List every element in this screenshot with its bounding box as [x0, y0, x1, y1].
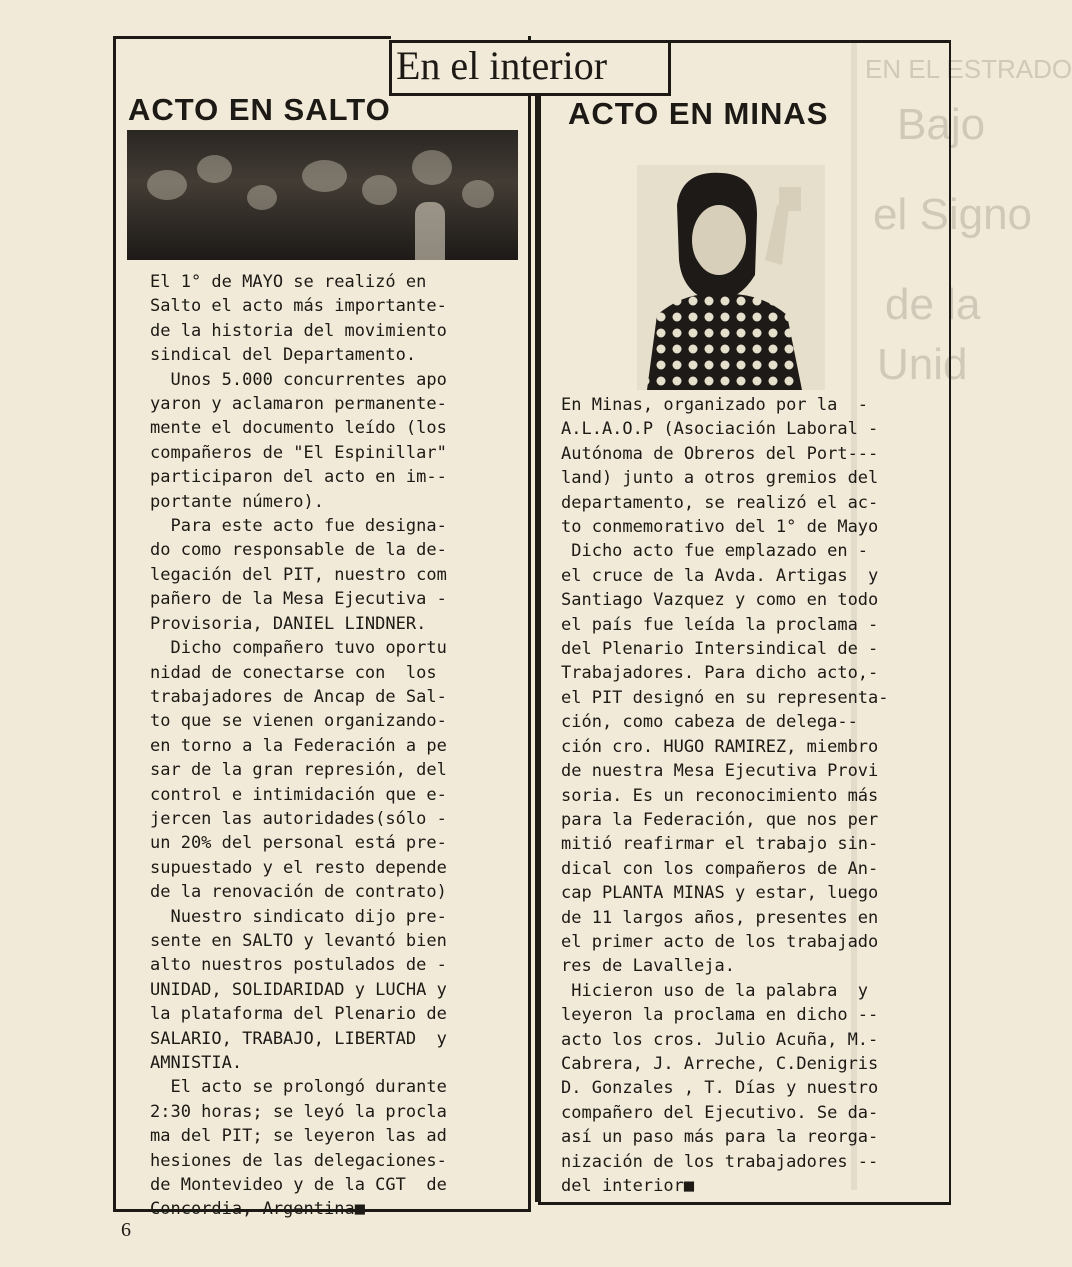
article-line: sindical del Departamento. [150, 345, 417, 366]
speaker-portrait-photo [637, 165, 825, 390]
bleed-line: EN EL ESTRADO [865, 54, 1072, 84]
minas-article-title: ACTO EN MINAS [568, 96, 829, 131]
article-line: Santiago Vazquez y como en todo [561, 590, 879, 611]
article-line: Dicho acto fue emplazado en - [561, 541, 869, 562]
column-divider [535, 88, 538, 1202]
article-line: yaron y aclamaron permanente- [150, 394, 447, 415]
salto-crowd-photo [127, 130, 518, 260]
article-line: to conmemorativo del 1° de Mayo [561, 517, 879, 538]
article-line: de la renovación de contrato) [150, 882, 447, 903]
bleed-line: el Signo [873, 190, 1033, 239]
article-line: Trabajadores. Para dicho acto,- [561, 663, 879, 684]
article-line: soria. Es un reconocimiento más [561, 785, 879, 806]
article-line: un 20% del personal está pre- [150, 833, 447, 854]
article-line: SALARIO, TRABAJO, LIBERTAD y [150, 1028, 447, 1049]
page-number: 6 [121, 1219, 131, 1241]
article-line: trabajadores de Ancap de Sal- [150, 686, 447, 707]
article-line: Hicieron uso de la palabra y [561, 980, 869, 1001]
article-line: ción, como cabeza de delega-- [561, 712, 858, 733]
article-line: de nuestra Mesa Ejecutiva Provi [561, 761, 879, 782]
article-line: res de Lavalleja. [561, 956, 735, 977]
article-line: nización de los trabajadores -- [561, 1151, 879, 1172]
article-line: el primer acto de los trabajado [561, 931, 879, 952]
article-line: Para este acto fue designa- [150, 516, 447, 537]
bleed-line: Bajo [897, 100, 986, 149]
article-line: leyeron la proclama en dicho -- [561, 1005, 879, 1026]
article-line: de 11 largos años, presentes en [561, 907, 879, 928]
article-line: D. Gonzales , T. Días y nuestro [561, 1078, 879, 1099]
article-line: participaron del acto en im-- [150, 467, 447, 488]
article-line: UNIDAD, SOLIDARIDAD y LUCHA y [150, 979, 447, 1000]
article-line: Concordia, Argentina■ [150, 1199, 365, 1220]
article-line: dical con los compañeros de An- [561, 858, 879, 879]
article-line: jercen las autoridades(sólo - [150, 808, 447, 829]
article-line: Autónoma de Obreros del Port--- [561, 443, 879, 464]
article-line: A.L.A.O.P (Asociación Laboral - [561, 419, 879, 440]
article-line: el país fue leída la proclama - [561, 614, 879, 635]
article-line: Salto el acto más importante- [150, 296, 447, 317]
article-line: Cabrera, J. Arreche, C.Denigris [561, 1053, 879, 1074]
article-line: nidad de conectarse con los [150, 662, 437, 683]
article-line: pañero de la Mesa Ejecutiva - [150, 589, 447, 610]
section-heading: En el interior [396, 43, 608, 88]
article-line: hesiones de las delegaciones- [150, 1150, 447, 1171]
bleed-line: de la [885, 280, 981, 329]
frame-top-rule [663, 40, 949, 43]
salto-article-title: ACTO EN SALTO [128, 92, 391, 127]
article-line: En Minas, organizado por la - [561, 395, 869, 415]
article-line: Unos 5.000 concurrentes apo [150, 369, 447, 390]
frame-top-rule [113, 36, 391, 39]
article-line: de la historia del movimiento [150, 320, 447, 341]
article-line: control e intimidación que e- [150, 784, 447, 805]
article-line: para la Federación, que nos per [561, 809, 879, 830]
article-line: ma del PIT; se leyeron las ad [150, 1126, 447, 1147]
article-line: Dicho compañero tuvo oportu [150, 638, 447, 659]
article-line: to que se vienen organizando- [150, 711, 447, 732]
article-line: portante número). [150, 491, 324, 512]
article-line: sente en SALTO y levantó bien [150, 930, 447, 951]
article-line: el PIT designó en su representa- [561, 687, 889, 708]
article-line: legación del PIT, nuestro com [150, 564, 447, 585]
article-line: El 1° de MAYO se realizó en [150, 272, 427, 292]
article-line: el cruce de la Avda. Artigas y [561, 565, 879, 586]
article-line: land) junto a otros gremios del [561, 468, 879, 489]
article-line: departamento, se realizó el ac- [561, 492, 879, 513]
article-line: mente el documento leído (los [150, 418, 447, 439]
article-line: Provisoria, DANIEL LINDNER. [150, 613, 427, 634]
article-line: ción cro. HUGO RAMIREZ, miembro [561, 736, 879, 757]
minas-article-body [561, 393, 889, 1198]
article-line: del interior■ [561, 1176, 695, 1196]
article-line: alto nuestros postulados de - [150, 955, 447, 976]
article-line: así un paso más para la reorga- [561, 1127, 879, 1148]
article-line: AMNISTIA. [150, 1053, 243, 1073]
article-line: supuestado y el resto depende [150, 857, 447, 878]
article-line: cap PLANTA MINAS y estar, luego [561, 883, 879, 904]
article-line: compañero del Ejecutivo. Se da- [561, 1102, 879, 1123]
article-line: El acto se prolongó durante [150, 1077, 447, 1098]
article-line: la plataforma del Plenario de [150, 1004, 447, 1025]
article-line: 2:30 horas; se leyó la procla [150, 1101, 447, 1122]
article-line: Nuestro sindicato dijo pre- [150, 906, 447, 927]
article-line: mitió reafirmar el trabajo sin- [561, 834, 879, 855]
article-line: en torno a la Federación a pe [150, 735, 447, 756]
article-line: de Montevideo y de la CGT de [150, 1175, 447, 1196]
article-line: sar de la gran represión, del [150, 760, 447, 781]
article-line: del Plenario Intersindical de - [561, 639, 879, 660]
article-line: compañeros de "El Espinillar" [150, 442, 447, 463]
article-line: do como responsable de la de- [150, 540, 447, 561]
bleed-line: Unid [877, 340, 968, 389]
salto-article-body [150, 270, 447, 1222]
article-line: acto los cros. Julio Acuña, M.- [561, 1029, 879, 1050]
